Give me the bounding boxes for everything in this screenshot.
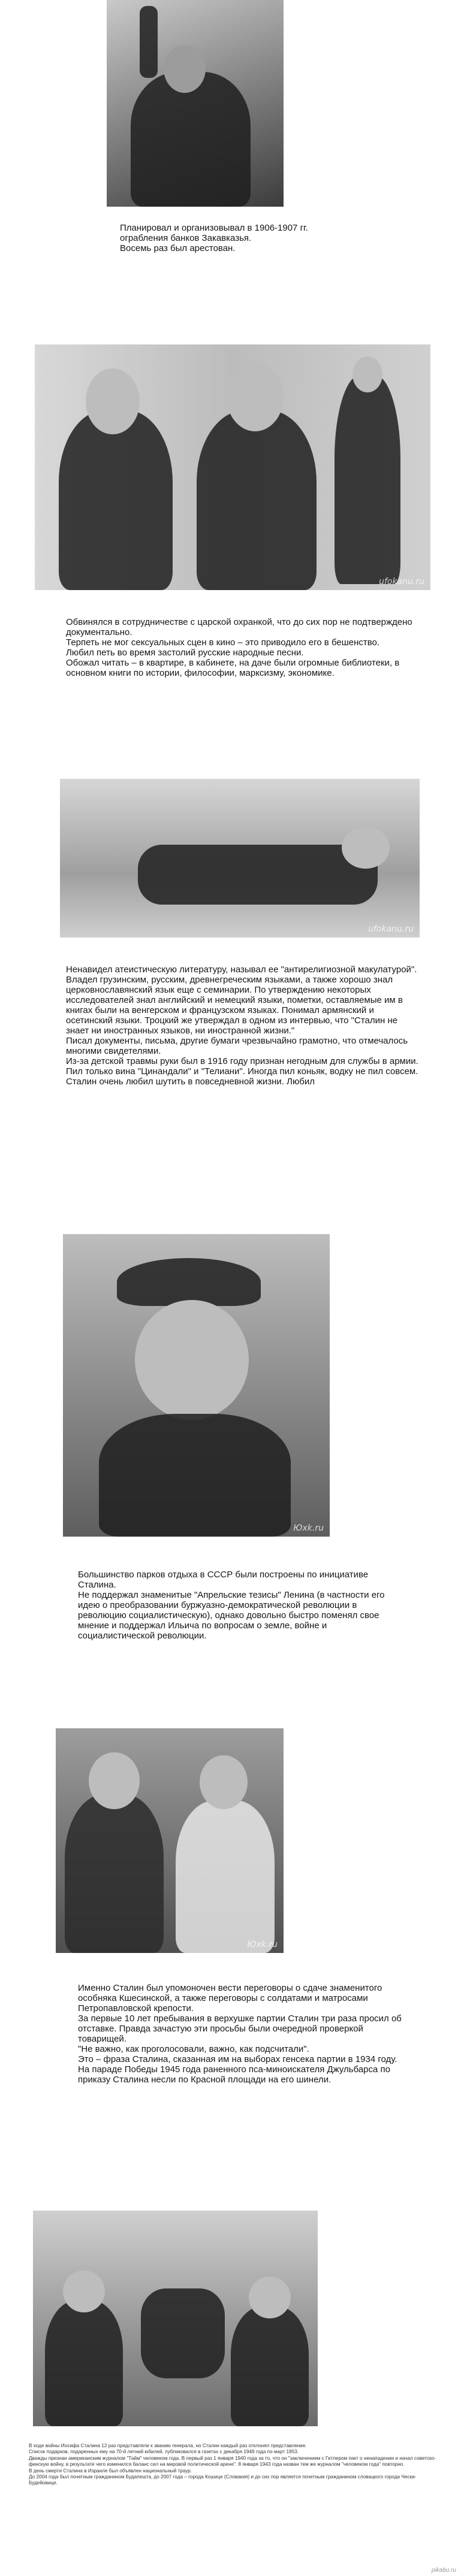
watermark: Юxk.ru [247,1940,278,1949]
photo-soldiers-dog [33,2211,318,2426]
footnote [29,2443,436,2487]
text-block-2 [66,617,414,678]
paragraph: Большинство парков отдыха в СССР были построены по инициативе Сталина. Не поддержал знаменитые "Апрельские тезисы" Ленина (в частности его идею о преобразовании буржуазно-демократической революции в революцию социалистическую), однако довольно быстро поменял свое мнение и поддержал Ильича по вопросам о земле, войне и социалистической революции. [78,1570,385,1641]
watermark: ufokanu.ru [368,924,414,934]
paragraph: Обвинялся в сотрудничестве с царской охранкой, что до сих пор не подтверждено документально. Терпеть не мог сексуальных сцен в кино – это приводило его в бешенство. Любил петь во время застолий русские народные песни. Обожал читать – в квартире, в кабинете, на даче были огромные библиотеки, в основном книги по истории, философии, марксизму, экономике. [66,617,412,678]
watermark: ufokanu.ru [379,577,424,586]
site-watermark: pikabu.ru [431,2567,456,2574]
text-block-5 [78,1983,402,2085]
text-block-3 [66,965,420,1087]
paragraph: Именно Сталин был упомоночен вести переговоры о сдаче знаменитого особняка Кшесинской, а также переговоры с солдатами и матросами Петропавловской крепости. За первые 10 лет пребывания в верхушке партии Сталин три раза просил об отставке. Правда зачастую эти просьбы были очередной проверкой товарищей. "Не важно, как проголосовали, важно, как подсчитали". Это – фраза Сталина, сказанная им на выборах генсека партии в 1934 году. На параде Победы 1945 года раненного пса-миноискателя Джульбарса по приказу Сталина несли по Красной площади на его шинели. [78,1983,402,2085]
photo-stalin-waving [107,0,284,207]
paragraph: Ненавидел атеистическую литературу, называл ее "антирелигиозной макулатурой". Владел грузинским, русским, древнегреческим языками, а также хорошо знал церковнославянский язык еще с семинарии. По утверждению некоторых исследователей знал английский и немецкий языки, пометки, оставляемые им в книгах были на венгерском и французском языках. Понимал армянский и осетинский языки. Троцкий же утверждал в одном из интервью, что "Сталин не знает ни иностранных языков, ни иностранной жизни." Писал документы, письма, другие бумаги чрезвычайно грамотно, что отмечалось многими свидетелями. Из-за детской травмы руки был в 1916 году признан негодным для службы в армии. Пил только вина "Цинандали" и "Телиани". Иногда пил коньяк, водку не пил совсем. Сталин очень любил шутить в повседневной жизни. Любил [66,965,418,1087]
paragraph: Планировал и организовывал в 1906-1907 гг. ограбления банков Закавказья. Восемь раз был арестован. [120,223,308,253]
footnote-text: В ходе войны Иосифа Сталина 12 раз представляли к званию генерала, но Сталин каждый раз отклонял представление. Список подарков, подаренных ему на 70-й летний юбилей, публиковался в газетах с декабря 1949 года по март 1953. Дважды признан американским журналом "Тайм" человеком года. В первый раз 1 января 1940 года за то, что он "заключением с Гитлером пакт о ненападении и начал советско-финскую войну, в результате чего изменился баланс сил на мировой политической арене". 8 января 1943 года назван тем же журналом "человеком года" повторно. В день смерти Сталина в Израиле был объявлен национальный траур. До 2004 года был почетным гражданином Будапешта, до 2007 года – города Кошице (Словакия) и до сих пор является почетным гражданином словацкого города Чески-Будейовице. [29,2443,436,2486]
watermark: Юxk.ru [293,1523,324,1533]
photo-with-lenin [56,1728,284,1953]
photo-lying-in-state [60,779,420,938]
text-block-4 [78,1570,402,1641]
photo-smiling-cap [63,1234,330,1537]
text-block-1 [120,223,324,253]
photo-mugshots [35,344,430,590]
